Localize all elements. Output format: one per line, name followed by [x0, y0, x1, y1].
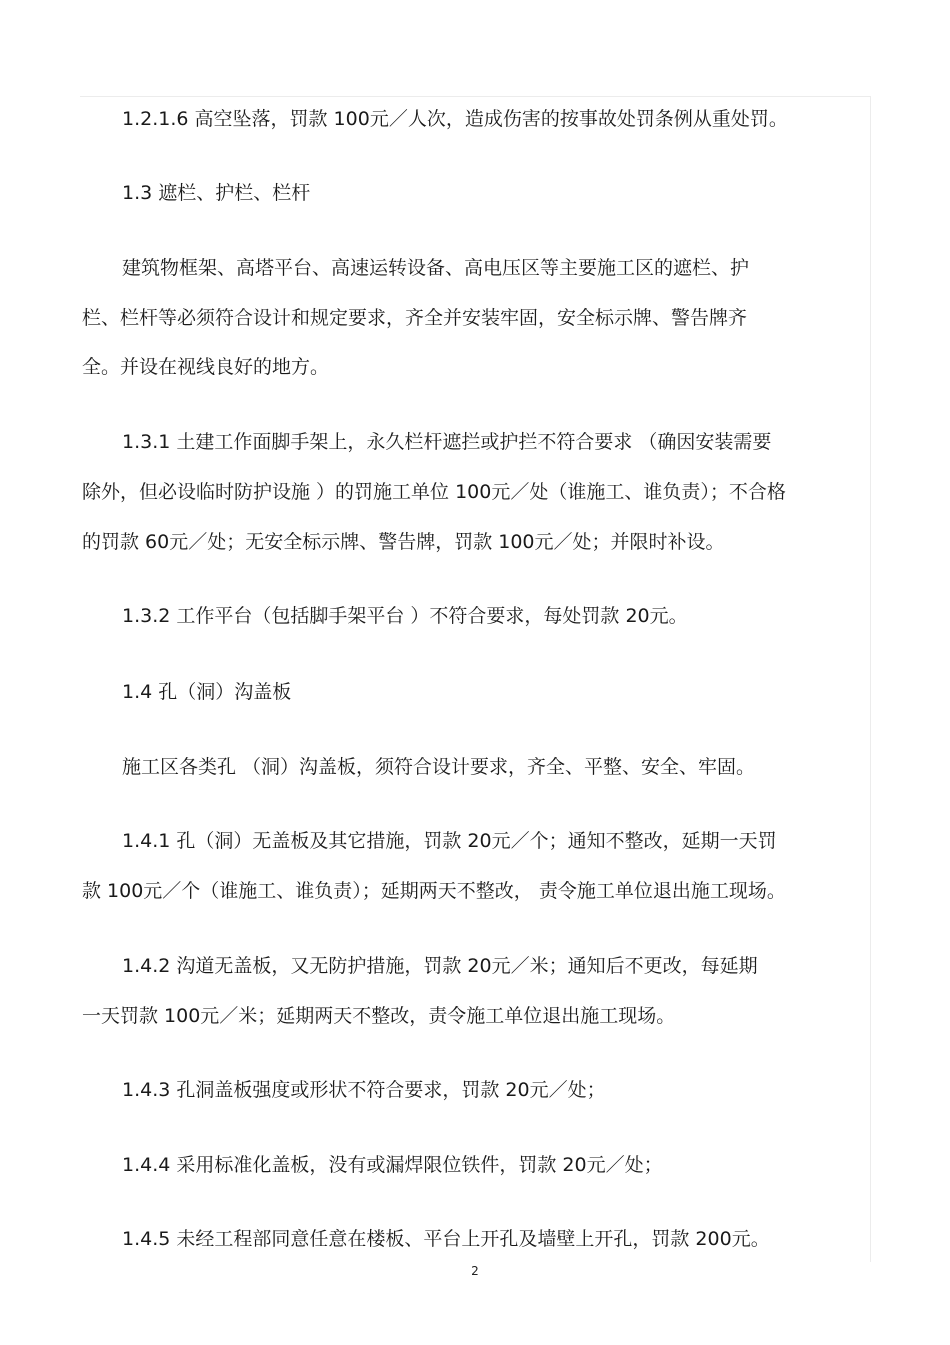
text-line: 1.4.5 未经工程部同意任意在楼板、平台上开孔及墙壁上开孔，罚款 200元。: [122, 1228, 770, 1250]
text-line: 款 100元／个（谁施工、谁负责）；延期两天不整改， 责令施工单位退出施工现场。: [82, 880, 786, 902]
text-line: 全。并设在视线良好的地方。: [82, 356, 330, 378]
text-line: 除外，但必设临时防护设施 ）的罚施工单位 100元／处（谁施工、谁负责）；不合格: [82, 481, 786, 503]
text-line: 1.3.1 土建工作面脚手架上，永久栏杆遮拦或护拦不符合要求 （确因安装需要: [122, 431, 772, 453]
text-line: 1.4.1 孔（洞）无盖板及其它措施，罚款 20元／个；通知不整改，延期一天罚: [122, 830, 777, 852]
text-line: 1.4.3 孔洞盖板强度或形状不符合要求，罚款 20元／处；: [122, 1079, 606, 1101]
text-line: 1.4.2 沟道无盖板，又无防护措施，罚款 20元／米；通知后不更改，每延期: [122, 955, 758, 977]
text-line: 1.4.4 采用标准化盖板，没有或漏焊限位铁件，罚款 20元／处；: [122, 1154, 663, 1176]
text-line: 栏、栏杆等必须符合设计和规定要求，齐全并安装牢固，安全标示牌、警告牌齐: [82, 307, 748, 329]
text-line: 建筑物框架、高塔平台、高速运转设备、高电压区等主要施工区的遮栏、护: [122, 257, 750, 279]
page-number: 2: [471, 1264, 479, 1278]
text-line: 1.3.2 工作平台（包括脚手架平台 ）不符合要求，每处罚款 20元。: [122, 605, 688, 627]
text-line: 施工区各类孔 （洞）沟盖板，须符合设计要求，齐全、平整、安全、牢固。: [122, 756, 756, 778]
section-heading: 1.3 遮栏、护栏、栏杆: [122, 182, 311, 204]
text-line: 一天罚款 100元／米；延期两天不整改，责令施工单位退出施工现场。: [82, 1005, 676, 1027]
section-heading: 1.4 孔（洞）沟盖板: [122, 681, 292, 703]
text-line: 1.2.1.6 高空坠落，罚款 100元／人次，造成伤害的按事故处罚条例从重处罚。: [122, 108, 788, 130]
text-line: 的罚款 60元／处；无安全标示牌、警告牌，罚款 100元／处；并限时补设。: [82, 531, 725, 553]
